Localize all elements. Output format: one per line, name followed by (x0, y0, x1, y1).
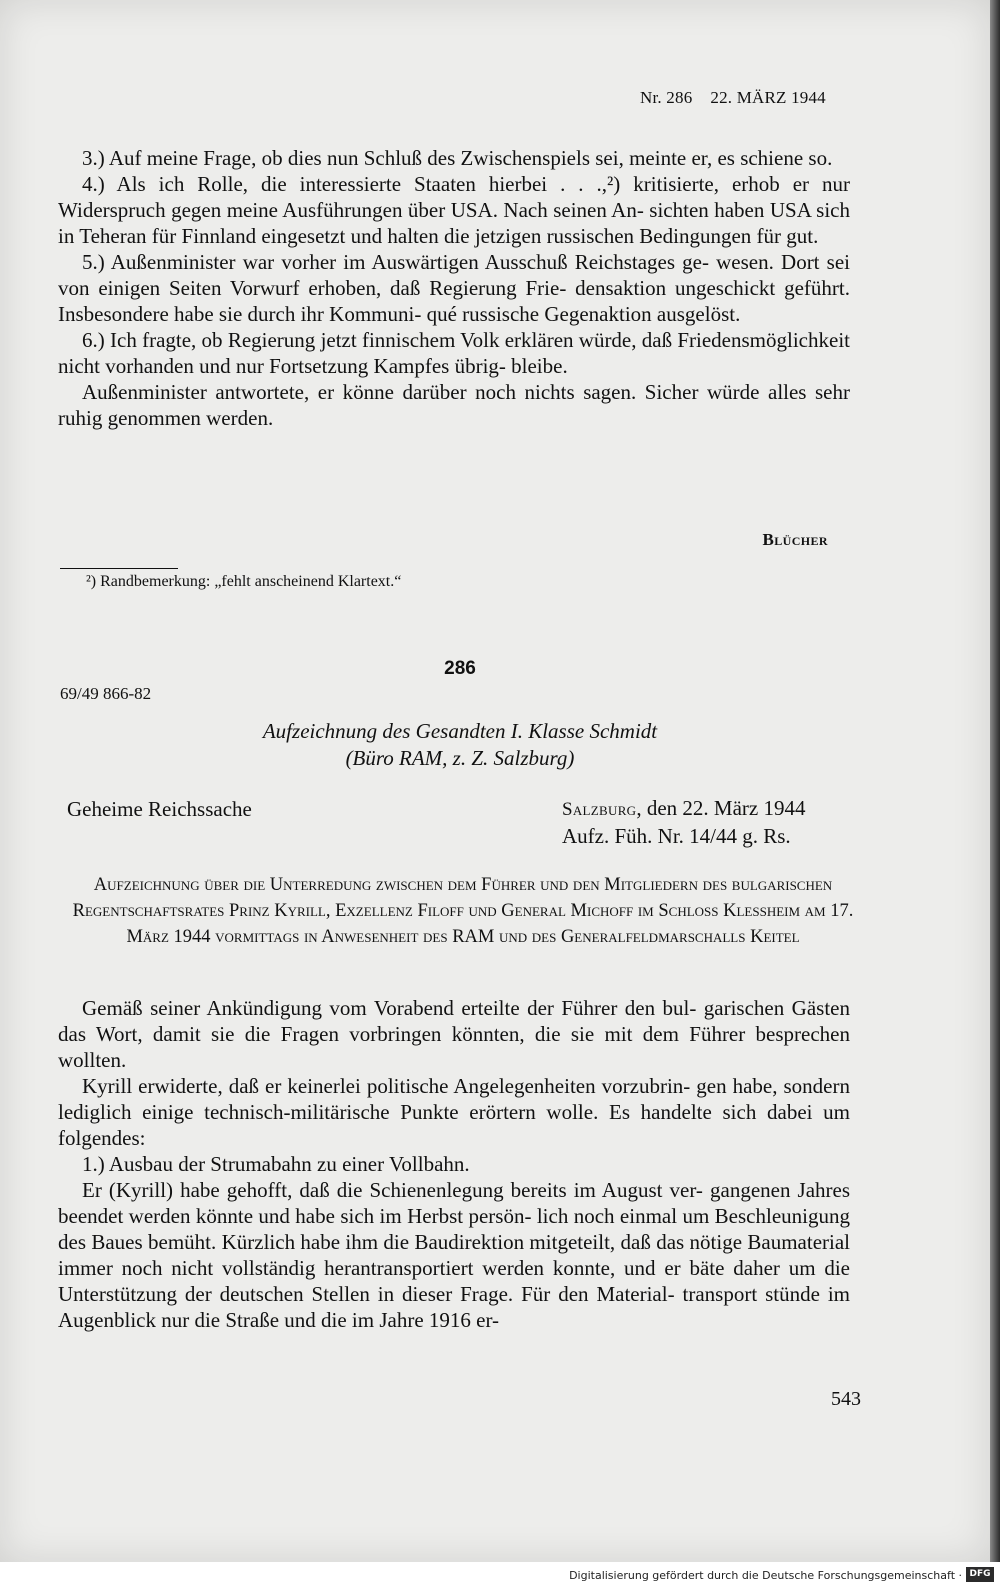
page-edge-shadow (990, 0, 1000, 1562)
signature: Blücher (762, 530, 828, 549)
place-and-date (562, 795, 806, 849)
document-body (58, 995, 850, 1333)
reference-number: Aufz. Füh. Nr. 14/44 g. Rs. (562, 824, 791, 848)
paragraph: Er (Kyrill) habe gehofft, daß die Schienenlegung bereits im August ver- gangenen Jahres beendet werden könnte und habe sich im Herbst persön- lich noch einmal um Beschleunigung des Baues bemüht. Kürzlich habe ihm die Baudirektion mitgeteilt, daß das nötige Baumaterial immer noch nicht vollständig herantransportiert werden konnte, und er bäte daher um die Unterstützung der deutschen Stellen in dieser Frage. Für den Material- transport stünde im Augenblick nur die Straße und die im Jahre 1916 er- (58, 1178, 850, 1332)
footnote: ²) Randbemerkung: „fehlt anscheinend Klartext.“ (86, 573, 402, 590)
running-head-date: 22. MÄRZ 1944 (710, 88, 826, 107)
document-title-line: (Büro RAM, z. Z. Salzburg) (345, 746, 575, 770)
place: Salzburg (562, 799, 637, 820)
record-heading: Aufzeichnung über die Unterredung zwischen dem Führer und den Mitgliedern des bulgarischen Regentschaftsrates Prinz Kyrill, Exzellenz Filoff und General Michoff im Schloss Klessheim am 17. März 1944 vormittags in Anwesenheit des RAM und des Generalfeldmarschalls Keitel (72, 875, 854, 947)
footnote-rule (60, 568, 178, 569)
paragraph: Kyrill erwiderte, daß er keinerlei politische Angelegenheiten vorzubrin- gen habe, sondern lediglich einige technisch-militärische Punkte erörtern wolle. Es handelte sich dabei um folgendes: (58, 1074, 850, 1150)
document-title (150, 718, 770, 772)
classification: Geheime Reichssache (67, 797, 252, 821)
paragraph: 4.) Als ich Rolle, die interessierte Staaten hierbei . . .,²) kritisierte, erhob er nur Widerspruch gegen meine Ausführungen über USA. Nach seinen An- sichten haben USA sich in Teheran für Finnland eingesetzt und halten die jetzigen russischen Bedingungen für gut. (58, 172, 850, 248)
previous-document-body (58, 145, 850, 431)
running-head (640, 88, 826, 108)
document-title-line: Aufzeichnung des Gesandten I. Klasse Schmidt (262, 719, 658, 743)
digitization-footer (0, 1562, 1000, 1586)
document-number: 286 (444, 658, 476, 679)
paragraph: 5.) Außenminister war vorher im Auswärtigen Ausschuß Reichstages ge- wesen. Dort sei von einigen Seiten Vorwurf erhoben, daß Regierung Frie- densaktion ungeschickt geführt. Insbesondere habe sie durch ihr Kommuni- qué russische Gegenaktion ausgelöst. (58, 250, 850, 326)
paragraph: Außenminister antwortete, er könne darüber noch nichts sagen. Sicher würde alles sehr ruhig genommen werden. (58, 380, 850, 430)
page-number: 543 (831, 1388, 861, 1410)
file-reference: 69/49 866-82 (60, 684, 152, 703)
paragraph: Gemäß seiner Ankündigung vom Vorabend erteilte der Führer den bul- garischen Gästen das Wort, damit sie die Fragen vorbringen könnten, die sie mit dem Führer besprechen wollten. (58, 996, 850, 1072)
dfg-logo: DFG (966, 1567, 994, 1582)
paragraph: 3.) Auf meine Frage, ob dies nun Schluß des Zwischenspiels sei, meinte er, es schiene so. (82, 146, 833, 170)
date: , den 22. März 1944 (636, 796, 806, 820)
paragraph: 6.) Ich fragte, ob Regierung jetzt finnischem Volk erklären würde, daß Friedensmöglichkeit nicht vorhanden und nur Fortsetzung Kampfes übrig- bleibe. (58, 328, 850, 378)
running-head-doc-number: Nr. 286 (640, 88, 693, 107)
digitization-credit: Digitalisierung gefördert durch die Deutsche Forschungsgemeinschaft · (569, 1569, 962, 1582)
paragraph: 1.) Ausbau der Strumabahn zu einer Vollbahn. (82, 1152, 470, 1176)
